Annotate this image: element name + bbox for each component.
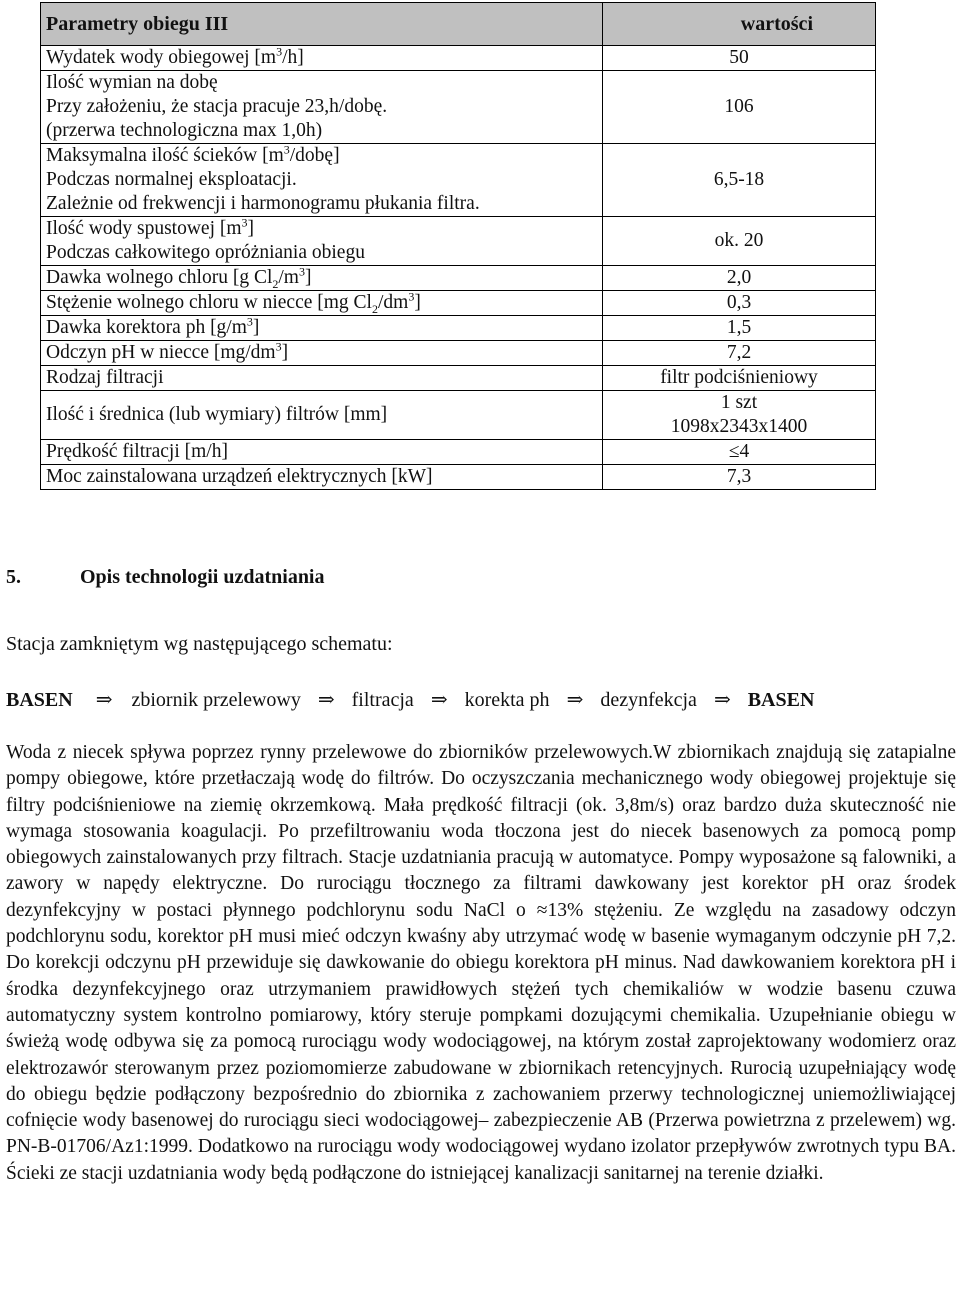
table-row [41,341,876,366]
section-number: 5. [6,566,21,588]
table-row [41,71,876,144]
row-label: Dawka korektora ph $[g/m^3]$ [41,316,603,341]
arrow-icon: ⇒ [713,689,731,711]
row-value: 7,3 [603,465,876,490]
flow-start: BASEN [6,689,73,711]
row-label: Odczyn pH w niecce $[mg/dm^3]$ [41,341,603,366]
arrow-icon: ⇒ [566,689,584,711]
row-value: 0,3 [603,291,876,316]
arrow-icon: ⇒ [95,689,113,711]
arrow-icon: ⇒ [430,689,448,711]
table-row [41,366,876,391]
row-value: 1 szt 1098x2343x1400 [603,391,876,440]
row-label: Maksymalna ilość ścieków $[m^3/dobę]$ Podczas normalnej eksploatacji. Zależnie od frekwencji i harmonogramu płukania filtra. [41,144,603,217]
table-row [41,291,876,316]
row-label: Ilość wymian na dobę Przy założeniu, że stacja pracuje 23,h/dobę. (przerwa technologiczna max 1,0h) [41,71,603,144]
table-row [41,465,876,490]
table-row [41,440,876,465]
section-heading [6,566,325,589]
header-value: wartości [603,3,876,46]
row-value: 6,5-18 [603,144,876,217]
row-value: 50 [603,46,876,71]
flow-step: filtracja [351,689,414,711]
arrow-icon: ⇒ [317,689,335,711]
row-label: Ilość wody spustowej $[m^3]$ Podczas całkowitego opróżniania obiegu [41,217,603,266]
row-value: ok. 20 [603,217,876,266]
header-label: Parametry obiegu III [41,3,603,46]
row-label: Moc zainstalowana urządzeń elektrycznych [kW] [41,465,603,490]
process-flow [6,687,814,712]
table-row [41,316,876,341]
table-row [41,144,876,217]
table-row [41,46,876,71]
table-header-row [41,3,876,46]
table-row [41,391,876,440]
row-value: filtr podciśnieniowy [603,366,876,391]
row-value: 106 [603,71,876,144]
row-label: Stężenie wolnego chloru w niecce [mg $Cl_2/dm^3$] [41,291,603,316]
table-row [41,266,876,291]
table-row [41,217,876,266]
row-label: Rodzaj filtracji [41,366,603,391]
description-paragraph: Woda z niecek spływa poprzez rynny przelewowe do zbiorników przelewowych.W zbiornikach znajdują się zatapialne pompy obiegowe, które przetłaczają wodę do filtrów. Do oczyszczania mechanicznego wody obiegowej projektuje się filtry podciśnieniowe na ziemię okrzemkową. Mała prędkość filtracji (ok. 3,8m/s) oraz bardzo duża skuteczność nie wymaga stosowania koagulacji. Po przefiltrowaniu woda tłoczona jest do niecek basenowych za pomocą pomp obiegowych zainstalowanych przy filtrach. Stacje uzdatniania pracują w automatyce. Pompy wyposażone są falowniki, a zawory w napędy elektryczne. Do rurociągu tłocznego za filtrami dawkowany jest korektor pH oraz środek dezynfekcyjny w postaci płynnego podchlorynu sodu NaCl o ≈13% stężeniu. Ze względu na zasadowy odczyn podchlorynu sodu, korektor pH musi mieć odczyn kwaśny aby utrzymać wodę w basenie wymaganym odczynie pH 7,2. Do korekcji odczynu pH przewiduje się dawkowanie do obiegu korektora pH minus. Nad dawkowaniem korektora pH i środka dezynfekcyjnego oraz utrzymaniem prawidłowych stężeń tych chemikaliów w wodzie basenu czuwa automatyczny system kontrolno pomiarowy, który steruje pompkami dozującymi chemikalia. Uzupełnianie obiegu w świeżą wodę odbywa się za pomocą rurociągu wody wodociągowej, na którym został zaprojektowany wodomierz oraz elektrozawór sterowanym przez poziomomierze zabudowane w zbiornikach retencyjnych. Rurocią uzupełniający wodę do obiegu będzie podłączony bezpośrednio do zbiornika z zachowaniem przerwy technologicznej uniemożliwiającej cofnięcie wody basenowej do rurociągu sieci wodociągowej– zabezpieczenie AB (Przerwa powietrzna z przelewem) wg. PN-B-01706/Az1:1999. Dodatkowo na rurociągu wody wodociągowej wydano izolator przepływów zwrotnych typu BA. Ścieki ze stacji uzdatniania wody będą podłączone do istniejącej kanalizacji sanitarnej na terenie działki. [6,742,956,1184]
intro-text: Stacja zamkniętym wg następującego schematu: [6,633,393,655]
row-value: ≤4 [603,440,876,465]
flow-step: zbiornik przelewowy [131,689,301,711]
row-value: 7,2 [603,341,876,366]
row-label: Prędkość filtracji [m/h] [41,440,603,465]
row-value: 1,5 [603,316,876,341]
flow-step: dezynfekcja [600,689,697,711]
row-value: 2,0 [603,266,876,291]
row-label: Dawka wolnego chloru [g $Cl_2/m^3$] [41,266,603,291]
section-title: Opis technologii uzdatniania [80,566,325,588]
row-label: Ilość i średnica (lub wymiary) filtrów [mm] [41,391,603,440]
flow-step: korekta ph [464,689,550,711]
flow-end: BASEN [747,689,815,711]
row-label: Wydatek wody obiegowej $[m^3/h]$ [41,46,603,71]
parameters-table [40,2,876,490]
